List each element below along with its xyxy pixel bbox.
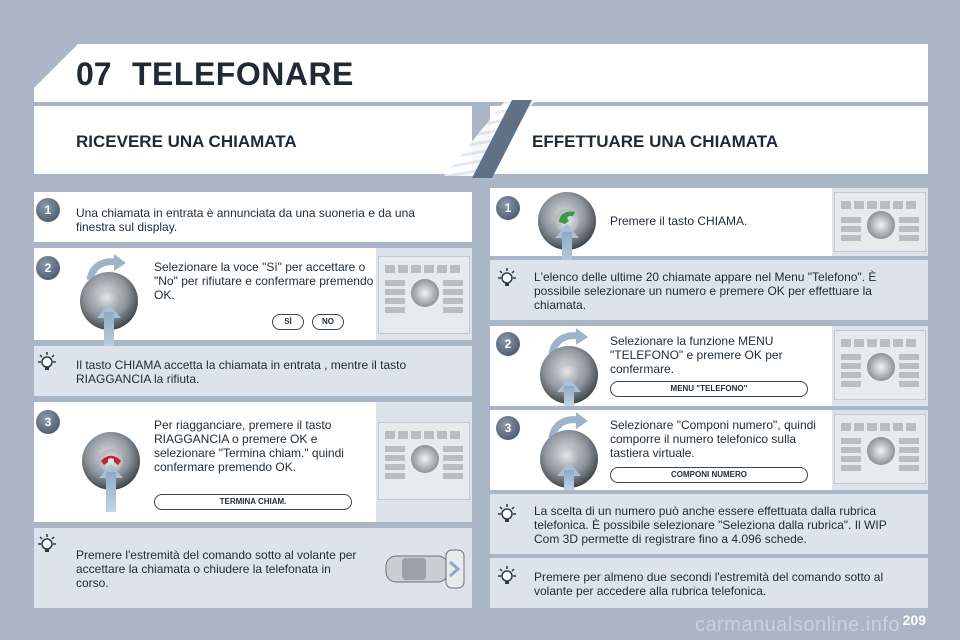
left-step-3-text: Per riagganciare, premere il tasto RIAGGANCIA o premere OK e selezionare "Termina chiam." quindi confermare premendo OK.	[154, 418, 344, 474]
radio-unit-icon	[834, 330, 926, 400]
right-step-2-panel	[490, 326, 928, 406]
rotary-knob-icon	[540, 430, 598, 488]
radio-image-box	[376, 248, 472, 340]
right-step-2-text: Selezionare la funzione MENU "TELEFONO" e premere OK per confermare.	[610, 334, 783, 376]
left-tip-2-panel	[34, 528, 472, 608]
right-tip-1-text: L'elenco delle ultime 20 chiamate appare nel Menu "Telefono". È possibile selezionare un numero e premere OK per effettuare la chiamata.	[534, 270, 877, 312]
call-button-icon	[538, 192, 596, 250]
left-section-header	[34, 106, 472, 174]
step-number-icon: 3	[496, 416, 520, 440]
menu-telefono-button[interactable]: MENU "TELEFONO"	[610, 381, 808, 397]
step-number-icon: 2	[36, 256, 60, 280]
step-number-icon: 1	[36, 198, 60, 222]
lightbulb-tip-icon	[496, 504, 518, 526]
right-tip-3-text: Premere per almeno due secondi l'estremità del comando sotto al volante per accedere alla rubrica telefonica.	[534, 570, 884, 598]
chapter-number: 07	[76, 56, 112, 92]
lightbulb-tip-icon	[36, 534, 58, 556]
right-section-title: EFFETTUARE UNA CHIAMATA	[532, 132, 779, 151]
watermark: carmanualsonline.info	[694, 614, 900, 636]
left-tip-1-panel	[34, 346, 472, 396]
left-tip-2-text: Premere l'estremità del comando sotto al volante per accettare la chiamata o chiudere la telefonata in corso.	[76, 548, 357, 590]
radio-unit-icon	[834, 414, 926, 484]
lightbulb-tip-icon	[36, 352, 58, 374]
right-tip-2-panel	[490, 494, 928, 554]
radio-unit-icon	[834, 192, 926, 252]
right-step-3-text: Selezionare "Componi numero", quindi comporre il numero telefonico sulla tastiera virtuale.	[610, 418, 816, 460]
step-number-icon: 2	[496, 332, 520, 356]
right-step-1-panel	[490, 188, 928, 256]
left-step-2-panel	[34, 248, 472, 340]
right-step-3-panel	[490, 410, 928, 490]
left-step-1-text: Una chiamata in entrata è annunciata da una suoneria e da una finestra sul display.	[76, 206, 415, 234]
lightbulb-tip-icon	[496, 566, 518, 588]
right-tip-3-panel	[490, 558, 928, 608]
steering-stalk-icon	[384, 538, 468, 600]
yes-button[interactable]: SÌ	[272, 314, 304, 330]
no-button[interactable]: NO	[312, 314, 344, 330]
right-section-header	[490, 106, 928, 174]
radio-unit-icon	[378, 422, 470, 500]
lightbulb-tip-icon	[496, 268, 518, 290]
radio-image-box	[832, 410, 928, 490]
terminate-call-button[interactable]: TERMINA CHIAM.	[154, 494, 352, 510]
right-tip-1-panel	[490, 260, 928, 320]
radio-image-box	[832, 188, 928, 256]
step-number-icon: 3	[36, 410, 60, 434]
radio-unit-icon	[378, 256, 470, 334]
rotary-knob-icon	[540, 346, 598, 404]
page-number: 209	[902, 612, 926, 628]
radio-image-box	[832, 326, 928, 406]
componi-numero-button[interactable]: COMPONI NUMERO	[610, 467, 808, 483]
chapter-title: TELEFONARE	[132, 56, 354, 92]
radio-image-box	[376, 402, 472, 522]
left-step-3-panel	[34, 402, 472, 522]
right-tip-2-text: La scelta di un numero può anche essere effettuata dalla rubrica telefonica. È possibile selezionare "Seleziona dalla rubrica". Il WIP Com 3D permette di registrare fino a 4.096 schede.	[534, 504, 887, 546]
rotary-knob-icon	[80, 272, 138, 330]
hangup-button-icon	[82, 432, 140, 490]
left-section-title: RICEVERE UNA CHIAMATA	[76, 132, 297, 151]
step-number-icon: 1	[496, 196, 520, 220]
left-tip-1-text: Il tasto CHIAMA accetta la chiamata in entrata , mentre il tasto RIAGGANCIA la rifiuta.	[76, 358, 407, 386]
right-step-1-text: Premere il tasto CHIAMA.	[610, 214, 748, 228]
left-step-2-text: Selezionare la voce "Sì" per accettare o "No" per rifiutare e confermare premendo OK.	[154, 260, 374, 302]
left-step-1-panel	[34, 192, 472, 242]
